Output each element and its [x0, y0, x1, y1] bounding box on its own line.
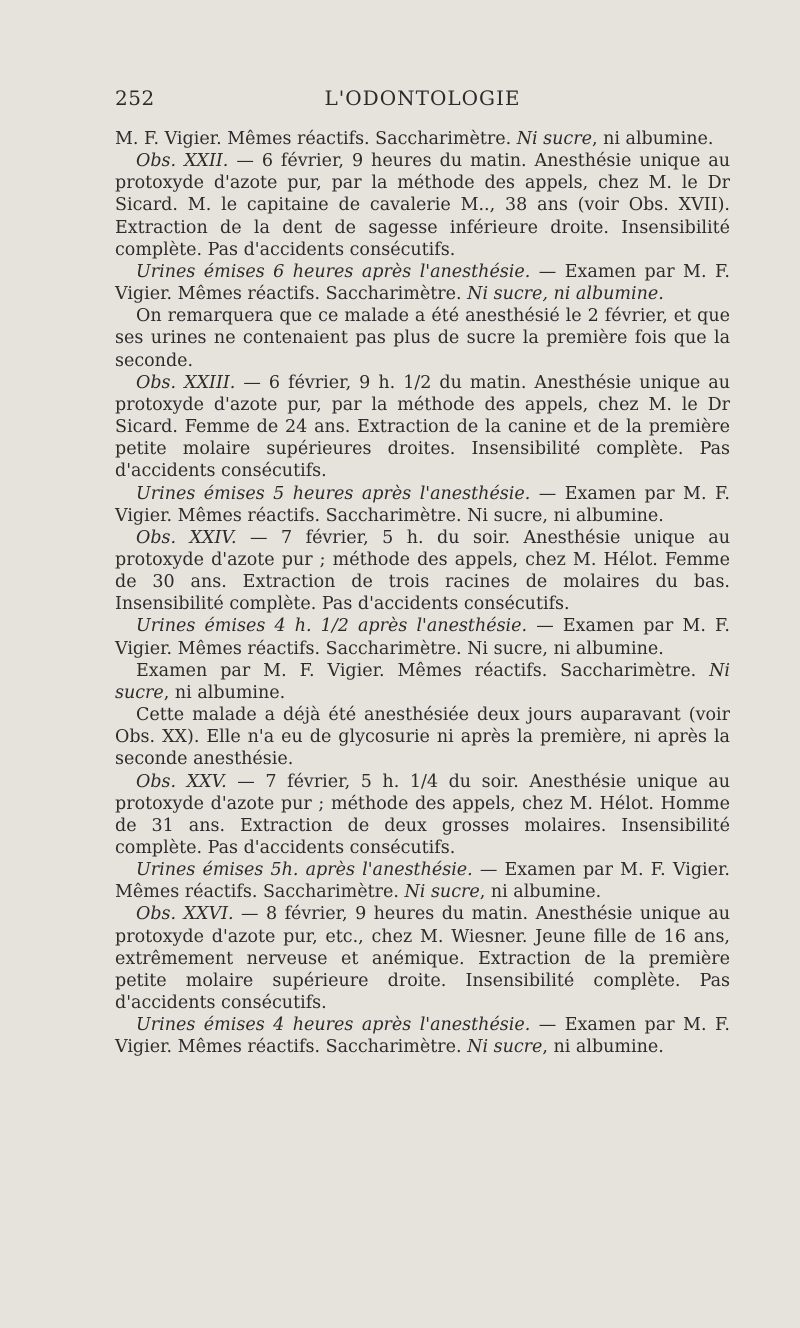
observation-xxv: Obs. XXV. — 7 février, 5 h. 1/4 du soir. Anesthésie unique au protoxyde d'azote pur ; méthode des appels, chez M. Hélot. Homme de 31 ans. Extraction de deux grosses molaires. Insensibilité complète. Pas d'accidents consécutifs. — [115, 771, 730, 858]
page-body — [115, 128, 730, 1059]
urines-xxii: Urines émises 6 heures après l'anesthésie. — Examen par M. F. Vigier. Mêmes réactifs. Saccharimètre. Ni sucre, ni albumine. — [115, 261, 730, 305]
observation-xxiv: Obs. XXIV. — 7 février, 5 h. du soir. Anesthésie unique au protoxyde d'azote pur ; méthode des appels, chez M. Hélot. Femme de 30 ans. Extraction de trois racines de molaires du bas. Insensibilité complète. Pas d'accidents consécutifs. — [115, 527, 730, 615]
urines-xxv: Urines émises 5h. après l'anesthésie. — Examen par M. F. Vigier. Mêmes réactifs. Saccharimètre. Ni sucre, ni albumine. — [115, 860, 730, 903]
note-paragraph: Cette malade a déjà été anesthésiée deux jours auparavant (voir Obs. XX). Elle n'a eu de glycosurie ni après la première, ni après la seconde anesthésie. — [115, 705, 730, 770]
running-title: L'ODONTOLOGIE — [324, 86, 521, 110]
paragraph-0: M. F. Vigier. Mêmes réactifs. Saccharimètre. Ni sucre, ni albumine. — [115, 129, 714, 149]
observation-xxii: Obs. XXII. — 6 février, 9 heures du matin. Anesthésie unique au protoxyde d'azote pur, par la méthode des appels, chez M. le Dr Sicard. M. le capitaine de cavalerie M.., 38 ans (voir Obs. XVII). Extraction de la dent de sagesse inférieure droite. Insensibilité complète. Pas d'accidents consécutifs. — [115, 151, 730, 260]
urines-xxiv: Urines émises 4 h. 1/2 après l'anesthésie. — Examen par M. F. Vigier. Mêmes réactifs. Saccharimètre. Ni sucre, ni albumine. — [115, 616, 730, 659]
urines-xxiii: Urines émises 5 heures après l'anesthésie. — Examen par M. F. Vigier. Mêmes réactifs. Saccharimètre. Ni sucre, ni albumine. — [115, 483, 730, 526]
examen-paragraph: Examen par M. F. Vigier. Mêmes réactifs. Saccharimètre. Ni sucre, ni albumine. — [115, 660, 730, 703]
observation-xxiii: Obs. XXIII. — 6 février, 9 h. 1/2 du matin. Anesthésie unique au protoxyde d'azote pur, par la méthode des appels, chez M. le Dr Sicard. Femme de 24 ans. Extraction de la canine et de la première petite molaire supérieures droites. Insensibilité complète. Pas d'accidents consécutifs. — [115, 372, 731, 482]
page-number: 252 — [115, 86, 155, 110]
page-header — [115, 86, 730, 114]
urines-xxvi: Urines émises 4 heures après l'anesthésie. — Examen par M. F. Vigier. Mêmes réactifs. Saccharimètre. Ni sucre, ni albumine. — [115, 1015, 730, 1058]
remark-paragraph: On remarquera que ce malade a été anesthésié le 2 février, et que ses urines ne contenaient pas plus de sucre la première fois que la seconde. — [115, 306, 730, 371]
observation-xxvi: Obs. XXVI. — 8 février, 9 heures du matin. Anesthésie unique au protoxyde d'azote pur, etc., chez M. Wiesner. Jeune fille de 16 ans, extrêmement nerveuse et anémique. Extraction de la première petite molaire supérieure droite. Insensibilité complète. Pas d'accidents consécutifs. — [115, 904, 730, 1014]
